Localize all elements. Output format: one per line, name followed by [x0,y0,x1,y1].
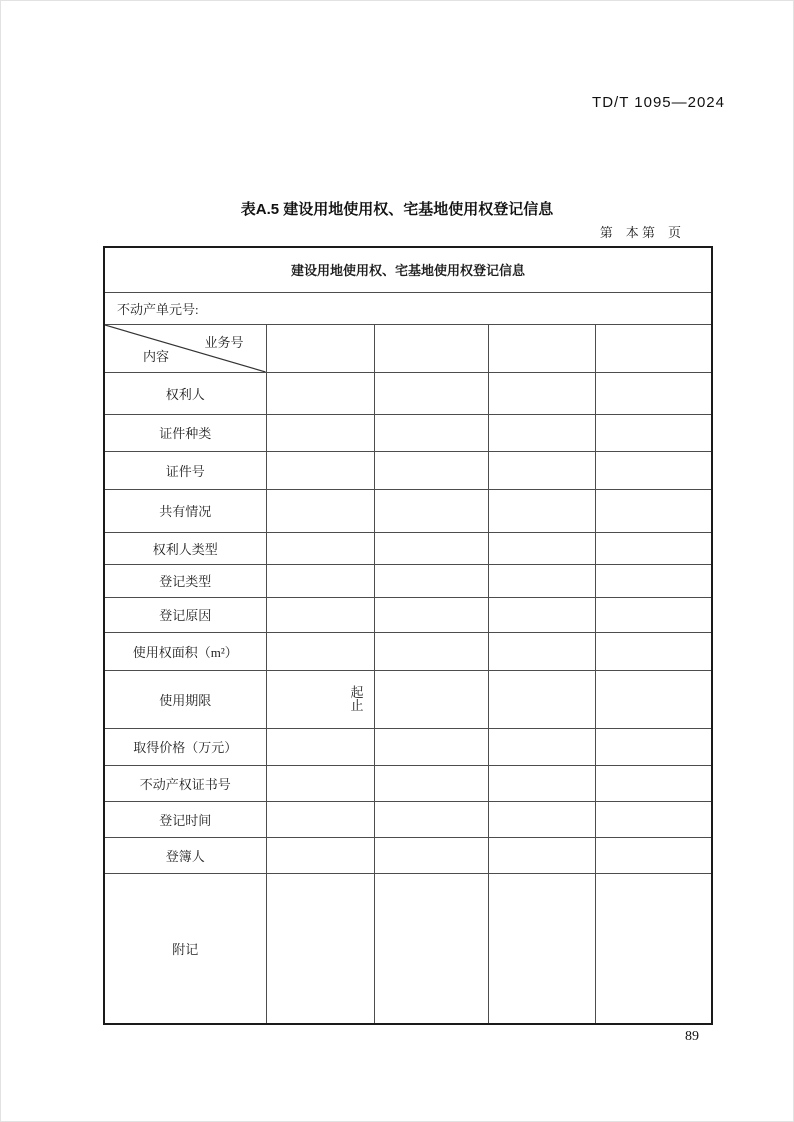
table-caption: 表A.5 建设用地使用权、宅基地使用权登记信息 [240,201,554,218]
data-cell [595,765,712,801]
term-end-label: 止 [350,698,364,713]
table-row [104,765,712,801]
business-number-cell [266,324,374,372]
form-title: 建设用地使用权、宅基地使用权登记信息 [104,247,712,292]
table-row [104,801,712,837]
data-cell [595,728,712,765]
table-row [104,873,712,1024]
row-label-acquisition-price: 取得价格（万元） [104,728,266,765]
row-label-use-term: 使用期限 [104,670,266,728]
row-label-holder-type: 权利人类型 [104,532,266,564]
data-cell [488,837,595,873]
data-cell [595,632,712,670]
data-cell [595,837,712,873]
row-label-notes: 附记 [104,873,266,1024]
table-row [104,670,712,728]
data-cell [595,801,712,837]
data-cell [374,532,488,564]
data-cell [374,597,488,632]
corner-label-content: 内容 [143,348,170,364]
data-cell [488,372,595,414]
data-cell [266,873,374,1024]
table-row [104,632,712,670]
data-cell [374,414,488,451]
data-cell [488,532,595,564]
data-cell [374,765,488,801]
row-label-registration-type: 登记类型 [104,564,266,597]
data-cell [374,728,488,765]
business-number-cell [595,324,712,372]
table-row [104,728,712,765]
corner-label-business-number: 业务号 [204,334,244,350]
registration-form-table [103,246,713,1025]
table-row [104,451,712,489]
row-label-registration-reason: 登记原因 [104,597,266,632]
data-cell [595,532,712,564]
data-cell [266,801,374,837]
table-row [104,489,712,532]
data-cell [266,765,374,801]
data-cell [488,873,595,1024]
data-cell [488,451,595,489]
data-cell [374,670,488,728]
table-row [104,372,712,414]
row-label-id-type: 证件种类 [104,414,266,451]
data-cell [266,564,374,597]
table-row [104,414,712,451]
data-cell [595,564,712,597]
data-cell [374,489,488,532]
data-cell [374,451,488,489]
table-row [104,532,712,564]
data-cell [266,632,374,670]
data-cell [374,632,488,670]
data-cell [266,414,374,451]
unit-number-label: 不动产单元号: [104,292,712,324]
data-cell [595,873,712,1024]
data-cell [266,532,374,564]
row-label-registration-time: 登记时间 [104,801,266,837]
data-cell [488,414,595,451]
data-cell [266,489,374,532]
data-cell [374,372,488,414]
data-cell [595,451,712,489]
corner-header-cell [104,324,266,372]
data-cell [374,837,488,873]
data-cell [595,489,712,532]
data-cell [266,837,374,873]
data-cell [266,451,374,489]
data-cell [488,632,595,670]
data-cell [488,489,595,532]
data-cell [595,597,712,632]
data-cell [488,801,595,837]
data-cell [488,597,595,632]
table-row [104,597,712,632]
data-cell [488,564,595,597]
data-cell [595,414,712,451]
row-label-id-number: 证件号 [104,451,266,489]
data-cell [266,597,374,632]
table-row [104,564,712,597]
data-cell [595,670,712,728]
data-cell [374,801,488,837]
data-cell [266,728,374,765]
business-number-cell [374,324,488,372]
business-number-cell [488,324,595,372]
sheet-page-note: 第 本 第 页 [599,225,681,240]
data-cell [266,372,374,414]
row-label-use-right-area: 使用权面积（m²） [104,632,266,670]
row-label-right-holder: 权利人 [104,372,266,414]
data-cell [374,564,488,597]
use-term-start-end-cell [266,670,374,728]
data-cell [595,372,712,414]
page-number: 89 [685,1029,699,1044]
term-start-label: 起 [350,685,364,700]
row-label-co-ownership: 共有情况 [104,489,266,532]
table-row [104,837,712,873]
row-label-registrar: 登簿人 [104,837,266,873]
data-cell [488,765,595,801]
data-cell [488,728,595,765]
data-cell [488,670,595,728]
row-label-certificate-number: 不动产权证书号 [104,765,266,801]
data-cell [374,873,488,1024]
standard-number: TD/T 1095—2024 [592,94,725,111]
